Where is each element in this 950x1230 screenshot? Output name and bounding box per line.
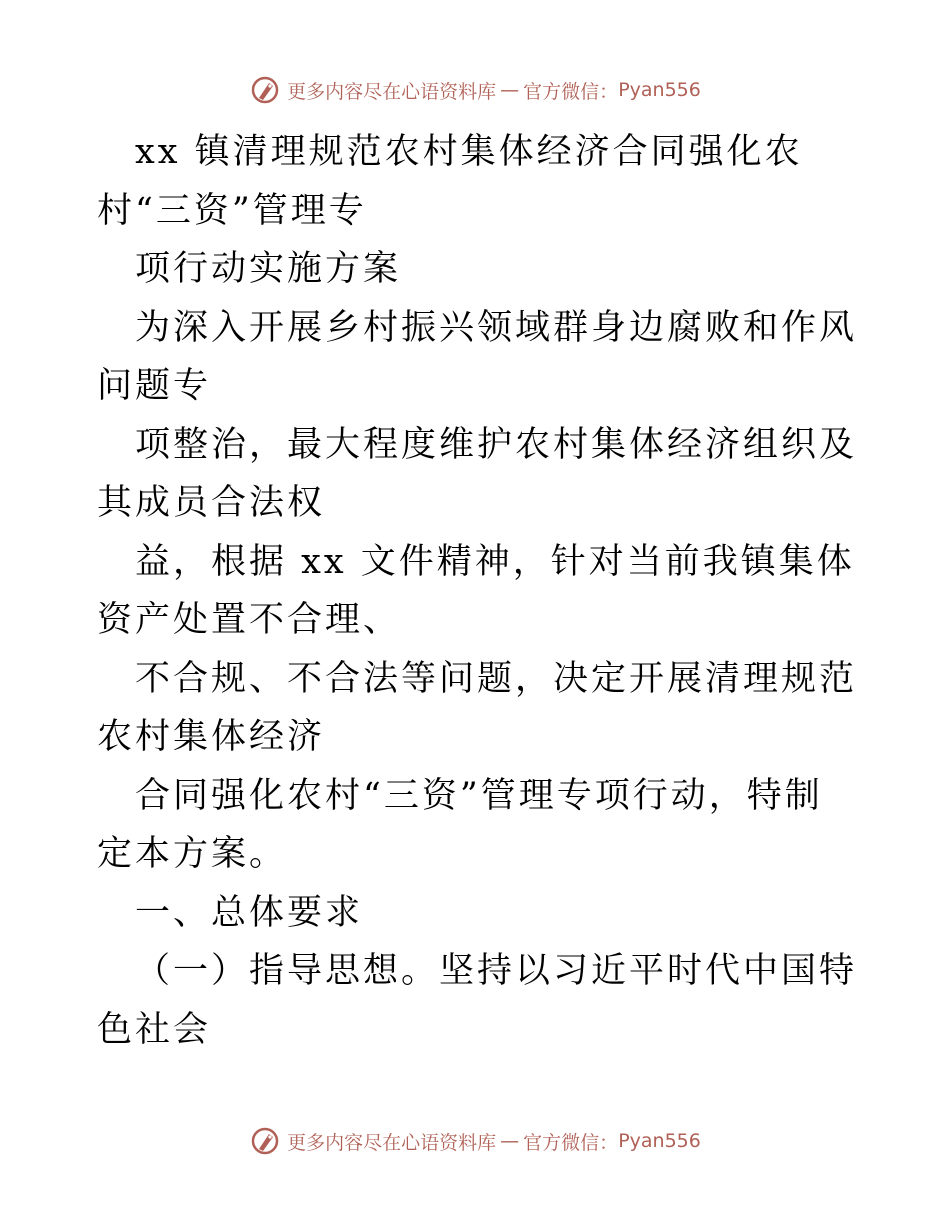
paragraph-6: （一）指导思想。坚持以习近平时代中国特色社会 <box>97 951 858 1050</box>
document-body <box>97 123 857 1059</box>
paragraph-1: 为深入开展乡村振兴领域群身边腐败和作风问题专 <box>97 307 858 406</box>
banner-wechat-label: 官方微信： <box>523 80 619 103</box>
paragraph-3: 益，根据 xx 文件精神，针对当前我镇集体资产处置不合理、 <box>97 541 855 640</box>
banner-text: 更多内容尽在心语资料库 <box>287 80 497 103</box>
document-title-line-1: xx 镇清理规范农村集体经济合同强化农村“三资”管理专 <box>97 132 803 231</box>
pen-nib-logo-icon <box>249 1125 281 1157</box>
paragraph-5: 合同强化农村“三资”管理专项行动，特制定本方案。 <box>97 775 823 874</box>
paragraph-2: 项整治，最大程度维护农村集体经济组织及其成员合法权 <box>97 424 858 523</box>
banner-separator: — <box>500 79 520 101</box>
header-watermark-banner <box>0 70 950 110</box>
section-heading: 一、总体要求 <box>135 892 364 933</box>
pen-nib-logo-icon <box>249 74 281 106</box>
banner-wechat-id: Pyan556 <box>618 1130 701 1152</box>
banner-wechat-id: Pyan556 <box>618 79 701 101</box>
banner-wechat-label: 官方微信： <box>523 1131 619 1154</box>
banner-text: 更多内容尽在心语资料库 <box>287 1131 497 1154</box>
banner-separator: — <box>500 1130 520 1152</box>
footer-watermark-banner <box>0 1121 950 1161</box>
paragraph-4: 不合规、不合法等问题，决定开展清理规范农村集体经济 <box>97 658 858 757</box>
document-title-line-2: 项行动实施方案 <box>135 249 402 289</box>
